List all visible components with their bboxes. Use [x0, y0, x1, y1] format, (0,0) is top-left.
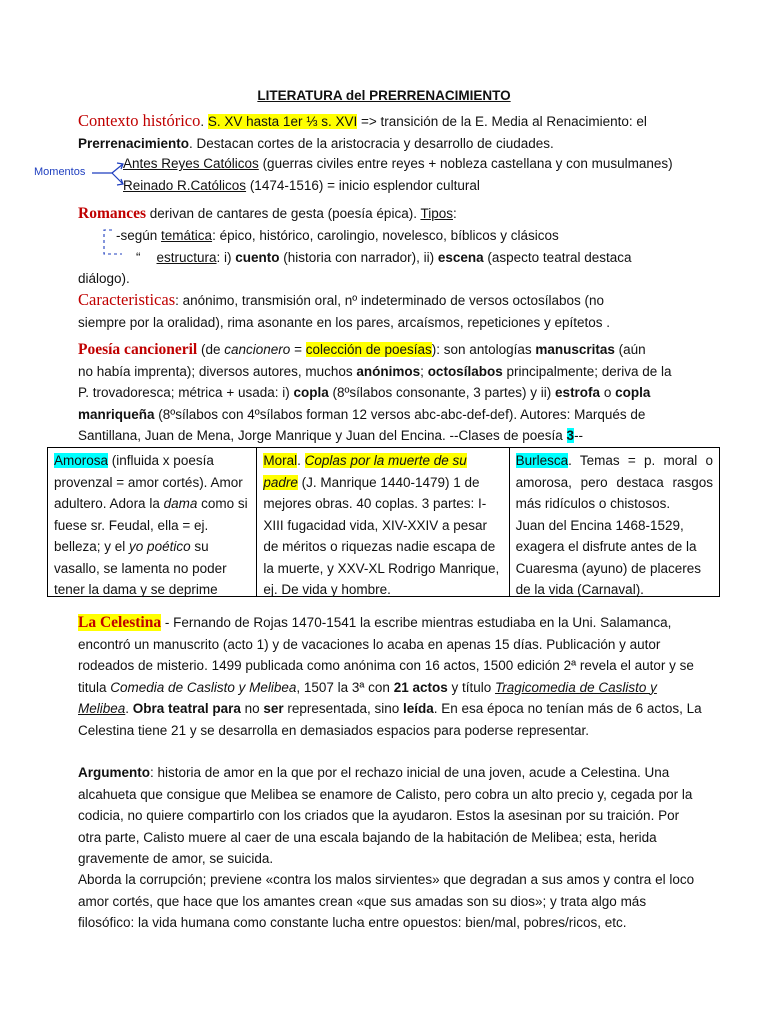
moment-2: Reinado R.Católicos (1474-1516) = inicio esplendor cultural	[123, 178, 480, 193]
amorosa-label: Amorosa	[54, 453, 109, 468]
momentos-label: Momentos	[34, 166, 86, 178]
contexto-heading: Contexto histórico	[78, 111, 201, 130]
romances-estructura: “ estructura: i) cuento (historia con narrador), ii) escena (aspecto teatral destaca	[136, 250, 632, 265]
celestina-paragraph: La Celestina - Fernando de Rojas 1470-1541 la escribe mientras estudiaba en la Uni. Salamanca, encontró un manuscrito (acto 1) y de vacaciones lo acaba en apenas 15 días. Publicación y autor rodeados de misterio. 1499 publicada como anónima con 16 actos, 1500 edición 2ª revela el autor y se titula Comedia de Caslisto y Melibea, 1507 la 3ª con 21 actos y título Tragicomedia de Caslisto y Melibea. Obra teatral para no ser representada, sino leída. En esa época no tenían más de 6 actos, La Celestina tiene 21 y se desarrolla en demasiados espacios para poderse representar.	[78, 614, 702, 738]
corrupcion-paragraph: Aborda la corrupción; previene «contra los malos sirvientes» que degradan a sus amos y contra el loco amor cortés, que hace que los amantes crean «que sus amadas son su dios»; y trata algo más filosófico: la vida humana como constante lucha entre opuestos: bien/mal, pobres/ricos, etc.	[78, 872, 695, 930]
table-cell-burlesca: Burlesca. Temas = p. moral o amorosa, pero destaca rasgos más ridículos o chistosos. Juan del Encina 1468-1529, exagera el disfrute antes de la Cuaresma (ayuno) de placeres de la vida (Carnaval).	[509, 448, 719, 596]
caracteristicas-paragraph: Caracteristicas: anónimo, transmisión oral, nº indeterminado de versos octosílabos (no siempre por la oralidad), rima asonante en los pares, arcaísmos, repeticiones y epítetos .	[78, 290, 611, 330]
burlesca-label: Burlesca	[515, 453, 569, 468]
contexto-paragraph: Contexto histórico. S. XV hasta 1er ⅓ s. XVI => transición de la E. Media al Renacimiento: el Prerrenacimiento. Destacan cortes de la aristocracia y desarrollo de ciudades.	[78, 111, 647, 151]
coplas-title: Coplas por la muerte de su padre	[263, 453, 467, 490]
document-title: LITERATURA del PRERRENACIMIENTO	[257, 88, 511, 103]
romances-heading: Romances	[78, 205, 147, 222]
table-cell-amorosa: Amorosa (influida x poesía provenzal = amor cortés). Amor adultero. Adora la dama como si fuese sr. Feudal, ella = ej. belleza; y el yo poético su vasallo, se lamenta no poder tener la dama y se deprime	[54, 453, 248, 597]
moment-1: Antes Reyes Católicos (guerras civiles entre reyes + nobleza castellana y con musulmanes)	[123, 156, 673, 171]
romances-tematica: -según temática: épico, histórico, carolingio, novelesco, bíblicos y clásicos	[116, 228, 559, 243]
caracteristicas-heading: Caracteristicas	[78, 290, 176, 309]
argumento-label: Argumento	[78, 765, 150, 780]
clases-count: 3	[566, 428, 575, 443]
argumento-paragraph: Argumento: historia de amor en la que por el rechazo inicial de una joven, acude a Celestina. Una alcahueta que consigue que Melibea se enamore de Calisto, pero cobra un alto precio y, cegada por la codicia, no quiere compartirlo con los criados que la ayudaron. Estos la asesinan por su traición. Por otra parte, Calisto muere al caer de una escala bajando de la habitación de Melibea; esta, herida gravemente de amor, se suicida.	[78, 765, 693, 866]
prerrenacimiento-term: Prerrenacimiento	[78, 135, 190, 151]
cancioneril-heading: Poesía cancioneril	[78, 341, 198, 358]
moral-label: Moral	[263, 453, 298, 468]
cancioneril-highlight: colección de poesías	[305, 342, 432, 357]
poetry-classes-table	[47, 447, 720, 597]
celestina-heading: La Celestina	[78, 614, 162, 631]
romances-estructura-cont: diálogo).	[78, 271, 130, 286]
romances-paragraph: Romances derivan de cantares de gesta (poesía épica). Tipos:	[78, 205, 457, 222]
momentos-bracket-arrows	[92, 158, 126, 192]
contexto-highlight: S. XV hasta 1er ⅓ s. XVI	[207, 114, 358, 129]
cancioneril-paragraph: Poesía cancioneril (de cancionero = colección de poesías): son antologías manuscritas (aún no había imprenta); diversos autores, muchos anónimos; octosílabos principalmente; deriva de la P. trovadoresca; métrica + usada: i) copla (8ºsílabos consonante, 3 partes) y ii) estrofa o copla manriqueña (8ºsílabos con 4ºsílabos forman 12 versos abc-abc-def-def). Autores: Marqués de Santillana, Juan de Mena, Jorge Manrique y Juan del Encina. --Clases de poesía 3--	[78, 341, 672, 443]
table-cell-moral: Moral. Coplas por la muerte de su padre (J. Manrique 1440-1479) 1 de mejores obras. 40 coplas. 3 partes: I-XIII fugacidad vida, XIV-XXIV a pesar de méritos o riquezas nadie escapa de la muerte, y XXV-XL Rodrigo Manrique, ej. De vida y hombre.	[256, 448, 508, 596]
